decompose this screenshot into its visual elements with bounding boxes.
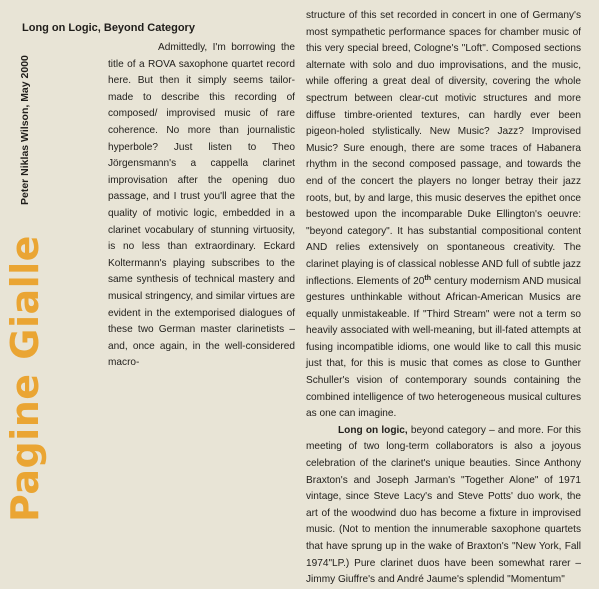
superscript-th: th — [424, 274, 432, 282]
left-column-paragraph: Admittedly, I'm borrowing the title of a ROVA saxophone quartet record here. But then it simply seems tailor-made to describe this recording of composed/ improvised music of rare coherence. No more than journalistic hyperbole? Just listen to Theo Jörgensmann's a cappella clarinet improvisation after the opening duo passage, and I trust you'll agree that the quality of motivic logic, embedded in a clarinet vocabulary of stunning virtuosity, is no less than extraordinary. Eckard Koltermann's playing subscribes to the same synthesis of technical mastery and musical stringency, and similar virtues are evident in the extemporised dialogues of these two German master clarinetists – and, once again, in the well-considered macro- — [108, 42, 295, 369]
right-column-paragraph-2 — [306, 423, 581, 589]
paragraph-2-lead: Long on logic, — [338, 424, 408, 436]
paragraph-2-text: beyond category – and more. For this meeting of two long-term collaborators is also a joyous celebration of the clarinet's unique beauties. Since Anthony Braxton's and Joseph Jarman's "Together Alone" of 1971 vintage, since Steve Lacy's and Steve Potts' duo work, the art of the woodwind duo has become a fixture in improvised music. (Not to mention the innumerable saxophone quartets that have sprung up in the wake of Braxton's "New York, Fall 1974"LP.) Pure clarinet duos have been somewhat rarer – Jimmy Giuffre's and André Jaume's splendid "Momentum" — [306, 424, 581, 586]
paragraph-1-part-a: structure of this set recorded in concert in one of Germany's most sympathetic performance spaces for chamber music of this very special breed, Cologne's "Loft". Composed sections alternate with solo and duo improvisations, and the music, while offering a great deal of diversity, covering the whole spectrum between clear-cut motivic structures and more diffuse timbre-oriented textures, can hardly ever been pigeon-holed stylistically. New Music? Jazz? Improvised Music? Sure enough, there are some traces of Habanera rhythm in the second composed passage, and towards the end of the concert the players no longer betray their jazz roots, but, by and large, this music deserves the epithet once bestowed upon the incomparable Duke Ellington's oeuvre: "beyond category". It has substantial compositional content AND relies extensively on spontaneous creativity. The clarinet playing is of classical noblesse AND full of subtle jazz inflections. Elements of 20 — [306, 10, 581, 287]
paragraph-1-part-b: century modernism AND musical gestures unthinkable without African-American Musics are equally unmistakeable. If "Third Stream" were not a term so heavily associated with well-meaning, but ill-fated attempts at fusing incompatible idioms, one would like to call this music just that, for this is music that comes as close to Gunther Schuller's vision of contemporary sounds containing the combined intelligence of two heterogeneous musical cultures as one can imagine. — [306, 275, 581, 420]
article-headline: Long on Logic, Beyond Category — [22, 22, 195, 34]
right-column-paragraph-1 — [306, 8, 581, 423]
author-date-line: Peter Niklas Wilson, May 2000 — [19, 55, 31, 205]
pagine-gialle-title: Pagine Gialle — [3, 235, 47, 522]
left-text-column — [108, 40, 295, 372]
right-text-column — [306, 8, 581, 589]
